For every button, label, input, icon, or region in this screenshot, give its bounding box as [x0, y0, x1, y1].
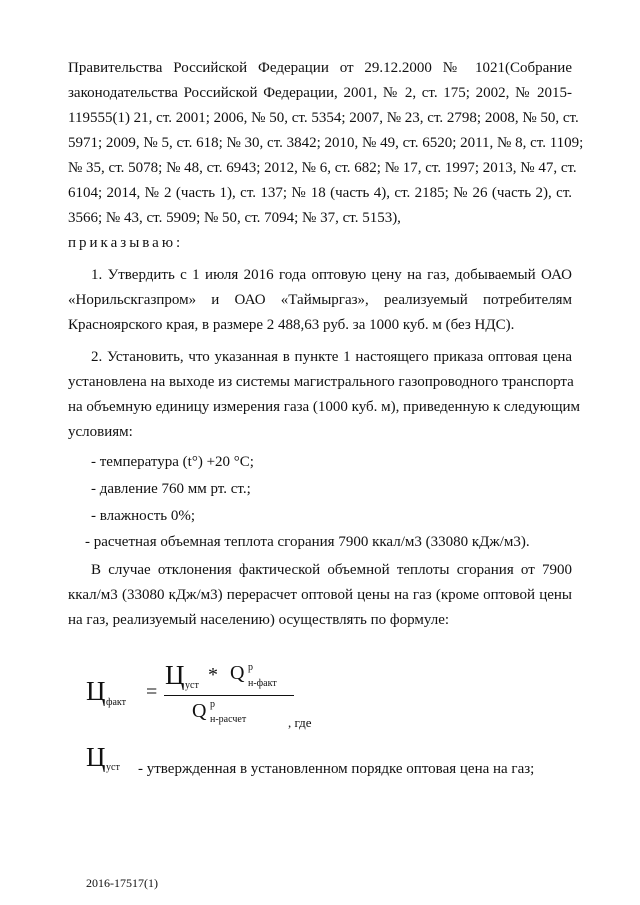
- formula-c-fact: Ц: [86, 676, 106, 706]
- intro-line: 3566; № 43, ст. 5909; № 50, ст. 7094; № 37, ст. 5153),: [68, 210, 401, 226]
- formula-sup-p: р: [248, 662, 253, 673]
- item2-line: на объемную единицу измерения газа (1000 куб. м), приведенную к следующим: [68, 399, 581, 415]
- intro-line: Правительства Российской Федерации от 29.12.2000 № 1021(Собрание: [68, 60, 572, 76]
- item1-line: Красноярского края, в размере 2 488,63 руб. за 1000 куб. м (без НДС).: [68, 317, 515, 333]
- intro-line: 6104; 2014, № 2 (часть 1), ст. 137; № 18 (часть 4), ст. 2185; № 26 (часть 2), ст.: [68, 185, 572, 201]
- fraction-bar: [164, 695, 294, 696]
- order-word: приказываю:: [68, 235, 184, 251]
- intro-line: 119555(1) 21, ст. 2001; 2006, № 50, ст. 5354; 2007, № 23, ст. 2798; 2008, № 50, ст.: [68, 110, 579, 126]
- condition-heat: - расчетная объемная теплота сгорания 7900 ккал/м3 (33080 кДж/м3).: [85, 534, 530, 550]
- condition-humidity: - влажность 0%;: [91, 508, 196, 524]
- formula-sub-nfakt: н-факт: [248, 678, 277, 689]
- deviation-line: ккал/м3 (33080 кДж/м3) перерасчет оптовой цены на газ (кроме оптовой цены: [68, 587, 572, 603]
- formula-sup-p2: р: [210, 699, 215, 710]
- deviation-line: В случае отклонения фактической объемной теплоты сгорания от 7900: [91, 562, 572, 578]
- intro-line: законодательства Российской Федерации, 2001, № 2, ст. 175; 2002, № 2015-: [68, 85, 572, 101]
- formula-q-fact: Q: [230, 662, 245, 684]
- document-footer-code: 2016-17517(1): [86, 876, 158, 890]
- formula-times: *: [208, 664, 218, 686]
- condition-temperature: - температура (t°) +20 °С;: [91, 454, 254, 470]
- item2-line: установлена на выходе из системы магистрального газопроводного транспорта: [68, 374, 574, 390]
- formula-sub-ust: уст: [185, 680, 199, 691]
- formula-where: , где: [288, 715, 312, 730]
- intro-line: № 35, ст. 5078; № 48, ст. 6943; 2012, № 6, ст. 682; № 17, ст. 1997; 2013, № 47, ст.: [68, 160, 577, 176]
- item1-line: «Норильскгазпром» и ОАО «Таймыргаз», реализуемый потребителям: [68, 292, 572, 308]
- formula-sub-fact: факт: [106, 697, 127, 708]
- definition-sub-ust: уст: [106, 762, 120, 773]
- item1-line: 1. Утвердить с 1 июля 2016 года оптовую цену на газ, добываемый ОАО: [91, 267, 572, 283]
- deviation-line: на газ, реализуемый населению) осуществлять по формуле:: [68, 612, 450, 628]
- intro-line: 5971; 2009, № 5, ст. 618; № 30, ст. 3842; 2010, № 49, ст. 6520; 2011, № 8, ст. 1109;: [68, 135, 584, 151]
- formula-sub-nrasch: н-расчет: [210, 714, 247, 725]
- item2-line: 2. Установить, что указанная в пункте 1 настоящего приказа оптовая цена: [91, 349, 572, 365]
- definition-text: - утвержденная в установленном порядке оптовая цена на газ;: [138, 761, 535, 777]
- formula-equals: =: [146, 681, 158, 703]
- condition-pressure: - давление 760 мм рт. ст.;: [91, 481, 251, 497]
- formula-c-ust: Ц: [165, 660, 185, 690]
- definition-c: Ц: [86, 742, 106, 772]
- formula-q-rasch: Q: [192, 700, 207, 722]
- item2-line: условиям:: [68, 424, 133, 440]
